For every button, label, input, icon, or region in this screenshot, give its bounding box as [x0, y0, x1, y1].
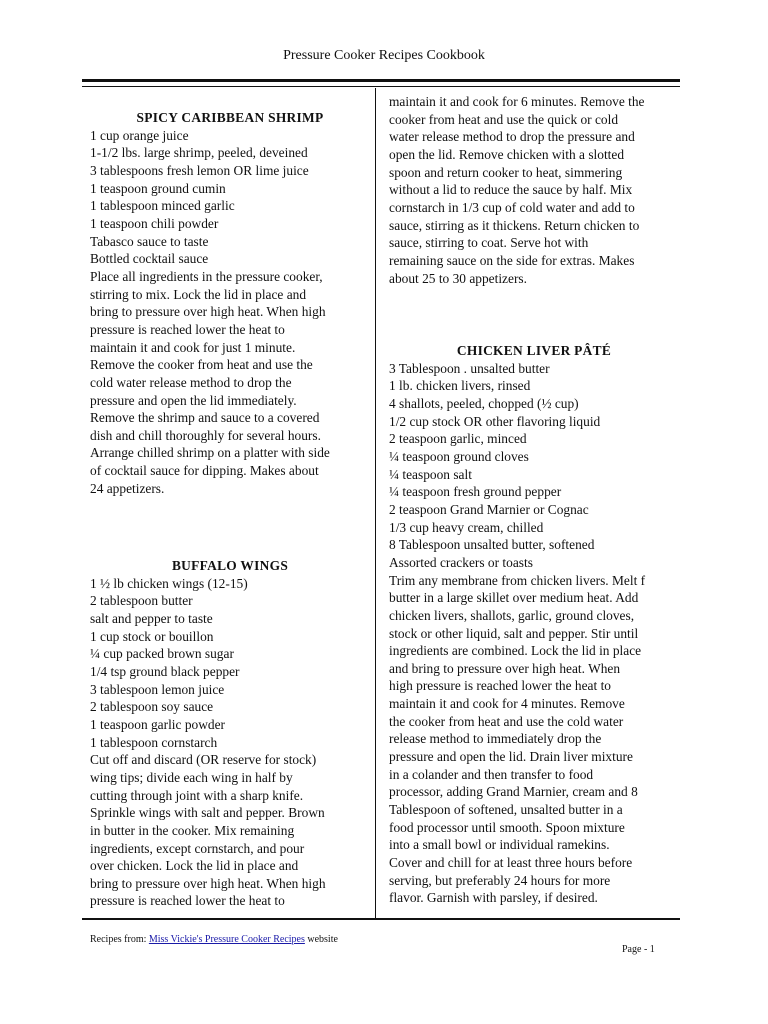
text-line: 4 shallots, peeled, chopped (½ cup) [389, 395, 579, 411]
recipe-body [389, 360, 679, 907]
text-line: 3 tablespoons fresh lemon OR lime juice [90, 162, 309, 178]
text-line: 1 tablespoon cornstarch [90, 734, 218, 750]
text-line: Sprinkle wings with salt and pepper. Brown [90, 805, 325, 821]
text-line: in butter in the cooker. Mix remaining [90, 822, 295, 838]
text-line: maintain it and cook for just 1 minute. [90, 339, 296, 355]
text-line: release method to immediately drop the [389, 731, 602, 747]
text-line: 2 teaspoon Grand Marnier or Cognac [389, 501, 589, 517]
recipe-buffalo-wings [90, 557, 370, 910]
text-line: dish and chill thoroughly for several hours. [90, 427, 321, 443]
header-rule-thin [82, 86, 680, 87]
text-line: 1 tablespoon minced garlic [90, 198, 235, 214]
text-line: Place all ingredients in the pressure cooker, [90, 268, 323, 284]
text-line: cold water release method to drop the [90, 374, 292, 390]
text-line: of cocktail sauce for dipping. Makes about [90, 463, 319, 479]
text-line: Remove the cooker from heat and use the [90, 357, 313, 373]
recipe-title: CHICKEN LIVER PÂTÉ [456, 343, 612, 358]
recipe-body [90, 575, 370, 910]
text-line: 2 tablespoon soy sauce [90, 699, 214, 715]
text-line: ¼ cup packed brown sugar [90, 646, 234, 662]
text-line: ¼ teaspoon ground cloves [389, 448, 529, 464]
text-line: wing tips; divide each wing in half by [90, 769, 293, 785]
text-line: about 25 to 30 appetizers. [389, 270, 527, 286]
text-line: stock or other liquid, salt and pepper. Stir until [389, 625, 639, 641]
footer-source [90, 934, 338, 945]
text-line: water release method to drop the pressure and [389, 129, 635, 145]
source-link[interactable]: Miss Vickie's Pressure Cooker Recipes [148, 934, 305, 945]
text-line: in a colander and then transfer to food [389, 766, 594, 782]
text-line: ¼ teaspoon salt [389, 466, 472, 482]
text-line: 1 teaspoon garlic powder [90, 716, 225, 732]
recipe-buffalo-wings-continued [389, 93, 679, 287]
header-rule-thick [82, 79, 680, 82]
text-line: maintain it and cook for 4 minutes. Remove [389, 696, 625, 712]
text-line: pressure and open the lid immediately. [90, 392, 297, 408]
column-divider [375, 88, 376, 918]
text-line: 2 tablespoon butter [90, 593, 193, 609]
text-line: ¼ teaspoon fresh ground pepper [389, 484, 562, 500]
text-line: maintain it and cook for 6 minutes. Remove the [389, 94, 645, 109]
text-line: high pressure is reached lower the heat to [389, 678, 611, 694]
text-line: 1 cup orange juice [90, 127, 189, 143]
text-line: and bring to pressure over high heat. When [389, 660, 621, 676]
text-line: spoon and return cooker to heat, simmering [389, 164, 623, 180]
text-line: chicken livers, shallots, garlic, ground cloves, [389, 607, 635, 623]
text-line: without a lid to reduce the sauce by half. Mix [389, 182, 633, 198]
text-line: pressure and open the lid. Drain liver mixture [389, 749, 633, 765]
text-line: flavor. Garnish with parsley, if desired. [389, 890, 598, 906]
recipe-title: BUFFALO WINGS [171, 558, 289, 573]
text-line: serving, but preferably 24 hours for more [389, 872, 611, 888]
text-line: pressure is reached lower the heat to [90, 893, 285, 909]
page-header: Pressure Cooker Recipes Cookbook [283, 48, 485, 63]
recipe-spicy-caribbean-shrimp [90, 109, 370, 497]
text-line: butter in a large skillet over medium heat. Add [389, 590, 639, 606]
text-line: over chicken. Lock the lid in place and [90, 858, 299, 874]
text-line: Assorted crackers or toasts [389, 554, 533, 570]
text-line: 1/3 cup heavy cream, chilled [389, 519, 544, 535]
text-line: bring to pressure over high heat. When high [90, 304, 326, 320]
text-line: sauce, stirring to coat. Serve hot with [389, 235, 589, 251]
text-line: cutting through joint with a sharp knife. [90, 787, 304, 803]
text-line: ingredients are combined. Lock the lid in place [389, 643, 642, 659]
text-line: 1 teaspoon chili powder [90, 215, 219, 231]
recipe-chicken-liver-pate [389, 342, 679, 907]
text-line: Arrange chilled shrimp on a platter with side [90, 445, 330, 461]
text-line: the cooker from heat and use the cold water [389, 713, 624, 729]
footer-prefix: Recipes from: [90, 934, 149, 945]
text-line: remaining sauce on the side for extras. Makes [389, 252, 635, 268]
text-line: salt and pepper to taste [90, 610, 213, 626]
text-line: Trim any membrane from chicken livers. Melt f [389, 572, 646, 588]
text-line: 8 Tablespoon unsalted butter, softened [389, 537, 595, 553]
text-line: 3 Tablespoon . unsalted butter [389, 360, 550, 376]
text-line: cooker from heat and use the quick or cold [389, 111, 619, 127]
text-line: Cut off and discard (OR reserve for stock) [90, 752, 317, 768]
text-line: bring to pressure over high heat. When high [90, 875, 326, 891]
text-line: 1-1/2 lbs. large shrimp, peeled, deveined [90, 145, 308, 161]
text-line: Bottled cocktail sauce [90, 251, 209, 267]
text-line: 1 ½ lb chicken wings (12-15) [90, 575, 248, 591]
text-line: processor, adding Grand Marnier, cream and 8 [389, 784, 638, 800]
text-line: pressure is reached lower the heat to [90, 321, 285, 337]
text-line: 2 teaspoon garlic, minced [389, 431, 527, 447]
text-line: stirring to mix. Lock the lid in place and [90, 286, 307, 302]
text-line: 1 lb. chicken livers, rinsed [389, 378, 531, 394]
text-line: cornstarch in 1/3 cup of cold water and add to [389, 199, 635, 215]
text-line: ingredients, except cornstarch, and pour [90, 840, 305, 856]
text-line: food processor until smooth. Spoon mixture [389, 819, 625, 835]
recipe-title: SPICY CARIBBEAN SHRIMP [136, 110, 324, 125]
text-line: sauce, stirring as it thickens. Return chicken to [389, 217, 640, 233]
text-line: Remove the shrimp and sauce to a covered [90, 410, 320, 426]
page-number: Page - 1 [622, 944, 655, 955]
text-line: 1 teaspoon ground cumin [90, 180, 226, 196]
recipe-body [90, 127, 370, 498]
text-line: 1 cup stock or bouillon [90, 628, 214, 644]
text-line: open the lid. Remove chicken with a slotted [389, 146, 625, 162]
footer-rule [82, 918, 680, 920]
text-line: 24 appetizers. [90, 480, 165, 496]
recipe-body [389, 93, 679, 287]
text-line: 1/2 cup stock OR other flavoring liquid [389, 413, 601, 429]
text-line: Tabasco sauce to taste [90, 233, 209, 249]
text-line: into a small bowl or individual ramekins. [389, 837, 610, 853]
text-line: 1/4 tsp ground black pepper [90, 663, 240, 679]
text-line: Tablespoon of softened, unsalted butter in a [389, 802, 623, 818]
text-line: Cover and chill for at least three hours before [389, 855, 633, 871]
text-line: 3 tablespoon lemon juice [90, 681, 225, 697]
footer-suffix: website [304, 934, 338, 945]
